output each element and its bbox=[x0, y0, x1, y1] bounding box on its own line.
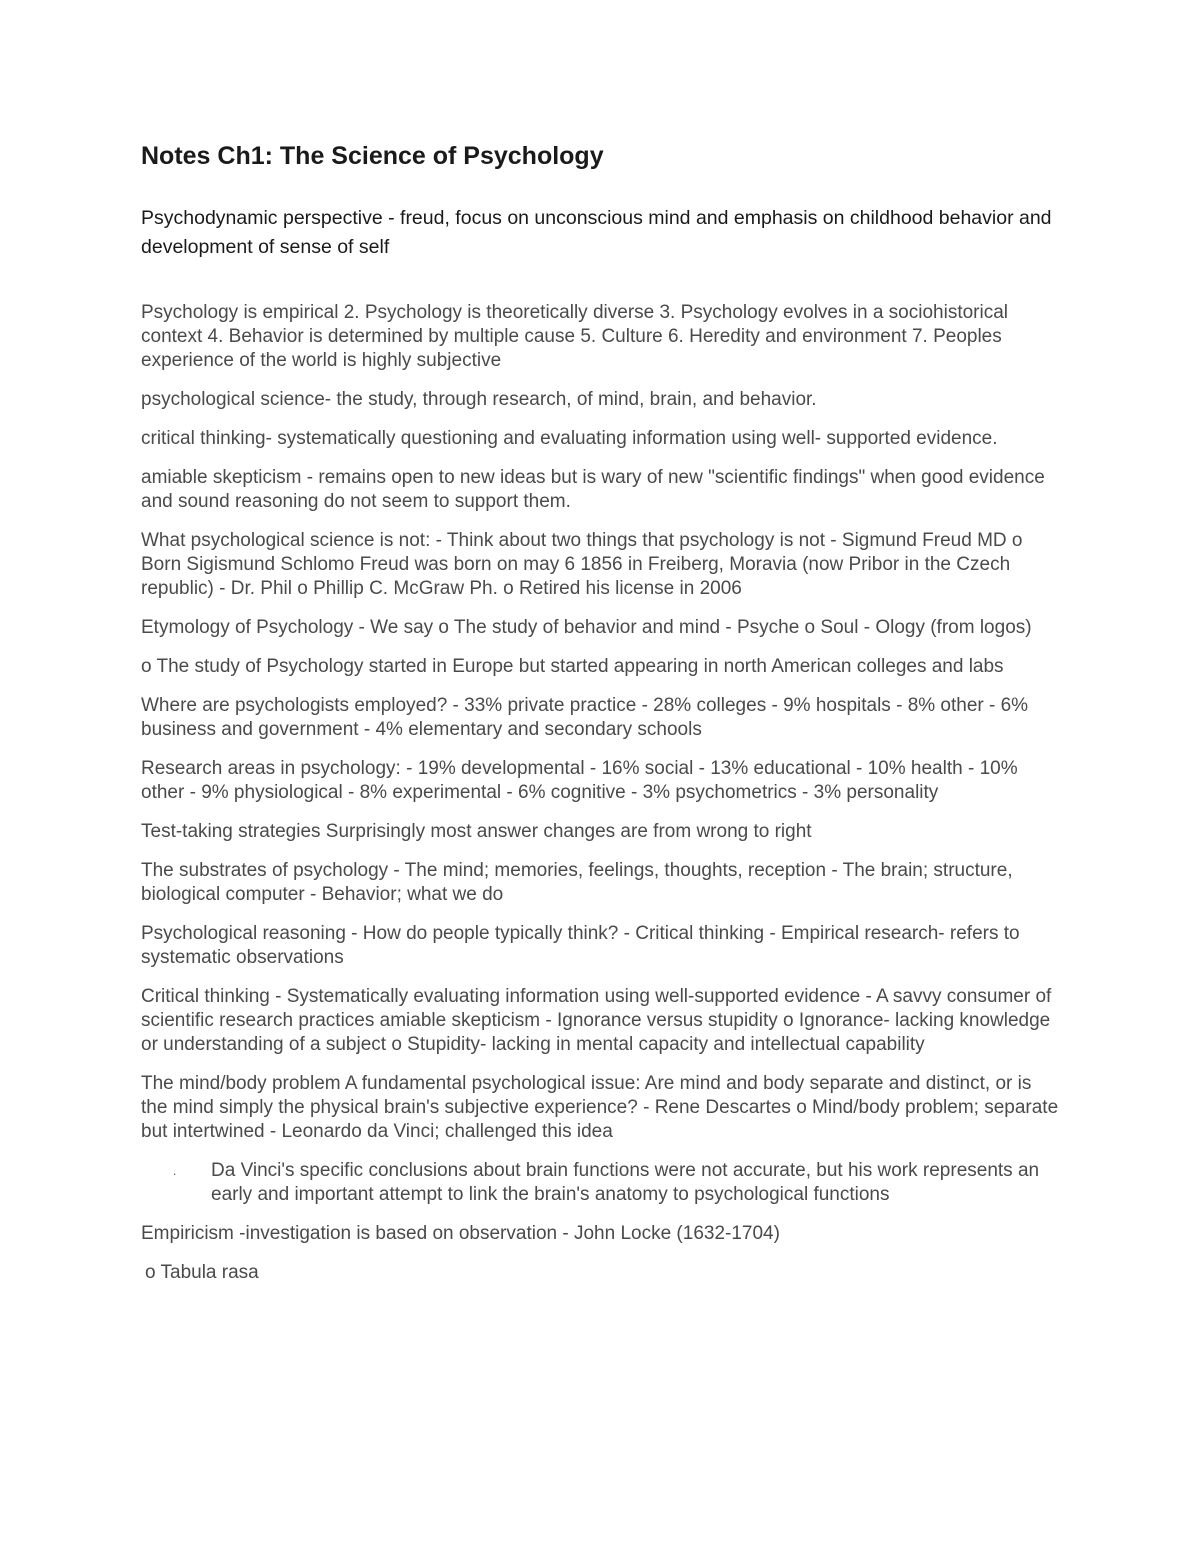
bullet-item bbox=[141, 1159, 1061, 1207]
paragraph-test-taking: Test-taking strategies Surprisingly most answer changes are from wrong to right bbox=[141, 821, 812, 842]
paragraph-amiable-skepticism: amiable skepticism - remains open to new ideas but is wary of new "scientific findings" when good evidence and sound reasoning do not seem to support them. bbox=[141, 467, 1045, 512]
paragraph-critical-thinking: Critical thinking - Systematically evaluating information using well-supported evidence - A savvy consumer of scientific research practices amiable skepticism - Ignorance versus stupidity o Ignorance- lacking knowledge or understanding of a subject o Stupidity- lacking in mental capacity and intellectual capability bbox=[141, 986, 1052, 1055]
paragraph-tabula-rasa: o Tabula rasa bbox=[145, 1262, 259, 1283]
page-title: Notes Ch1: The Science of Psychology bbox=[141, 142, 604, 170]
paragraph-principles: Psychology is empirical 2. Psychology is theoretically diverse 3. Psychology evolves in a sociohistorical context 4. Behavior is determined by multiple cause 5. Culture 6. Heredity and environment 7. Peoples experience of the world is highly subjective bbox=[141, 302, 1008, 371]
bullet-text: Da Vinci's specific conclusions about brain functions were not accurate, but his work represents an early and important attempt to link the brain's anatomy to psychological functions bbox=[211, 1160, 1040, 1205]
paragraph-research-areas: Research areas in psychology: - 19% developmental - 16% social - 13% educational - 10% health - 10% other - 9% physiological - 8% experimental - 6% cognitive - 3% psychometrics - 3% personality bbox=[141, 758, 1018, 803]
paragraph-what-psychology-is-not: What psychological science is not: - Think about two things that psychology is not - Sigmund Freud MD o Born Sigismund Schlomo Freud was born on may 6 1856 in Freiberg, Moravia (now Pribor in the Czech republic) - Dr. Phil o Phillip C. McGraw Ph. o Retired his license in 2006 bbox=[141, 530, 1023, 599]
paragraph-europe-origins: o The study of Psychology started in Europe but started appearing in north American colleges and labs bbox=[141, 656, 1004, 677]
intro-paragraph: Psychodynamic perspective - freud, focus on unconscious mind and emphasis on childhood behavior and development of sense of self bbox=[141, 207, 1052, 258]
paragraph-employment: Where are psychologists employed? - 33% private practice - 28% colleges - 9% hospitals - 8% other - 6% business and government - 4% elementary and secondary schools bbox=[141, 695, 1029, 740]
paragraph-psychological-reasoning: Psychological reasoning - How do people typically think? - Critical thinking - Empirical research- refers to systematic observations bbox=[141, 923, 1020, 968]
paragraph-empiricism: Empiricism -investigation is based on observation - John Locke (1632-1704) bbox=[141, 1223, 780, 1244]
paragraph-mind-body-problem: The mind/body problem A fundamental psychological issue: Are mind and body separate and distinct, or is the mind simply the physical brain's subjective experience? - Rene Descartes o Mind/body problem; separate but intertwined - Leonardo da Vinci; challenged this idea bbox=[141, 1073, 1059, 1142]
document-body bbox=[141, 138, 1061, 1285]
paragraph-substrates: The substrates of psychology - The mind; memories, feelings, thoughts, reception - The brain; structure, biological computer - Behavior; what we do bbox=[141, 860, 1013, 905]
paragraph-critical-thinking-definition: critical thinking- systematically questioning and evaluating information using well- supported evidence. bbox=[141, 428, 998, 449]
paragraph-psychological-science: psychological science- the study, through research, of mind, brain, and behavior. bbox=[141, 389, 817, 410]
bullet-mark: . bbox=[173, 1164, 177, 1178]
paragraph-etymology: Etymology of Psychology - We say o The study of behavior and mind - Psyche o Soul - Ology (from logos) bbox=[141, 617, 1032, 638]
